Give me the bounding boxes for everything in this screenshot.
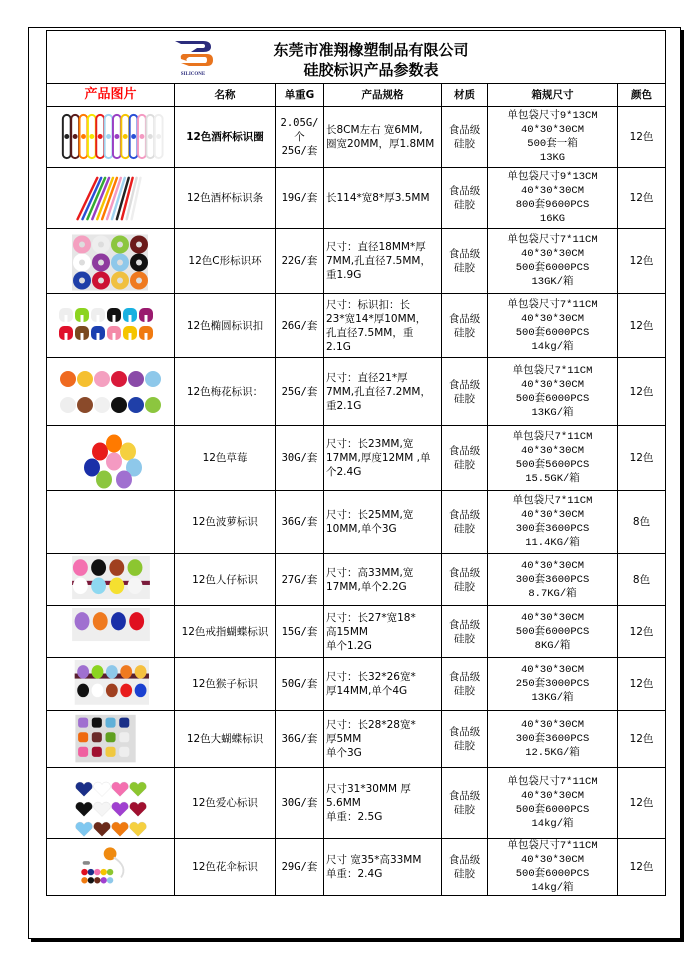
box-line: 40*30*30CM — [520, 559, 584, 572]
product-name: 12色爱心标识 — [175, 768, 276, 839]
box-line: 14kg/箱 — [531, 340, 574, 353]
unit-weight — [276, 229, 324, 294]
product-photo-icon — [52, 170, 170, 227]
product-image-cell — [47, 768, 175, 839]
box-line: 单包袋尺7*11CM — [512, 495, 593, 507]
box-line: 40*30*30CM — [520, 248, 584, 260]
col-header-color: 颜色 — [618, 84, 666, 107]
spec-line: 尺寸：长23MM,宽 — [326, 438, 414, 450]
color-count: 8色 — [618, 554, 666, 606]
unit-weight — [276, 426, 324, 491]
material — [442, 491, 488, 554]
table-row — [47, 168, 666, 229]
table-row — [47, 491, 666, 554]
material-line: 食品级 — [448, 671, 481, 683]
spec-line: 孔直径7.5MM，重 — [326, 326, 414, 339]
product-photo-icon — [52, 556, 170, 604]
product-image — [47, 660, 174, 709]
product-image — [47, 231, 174, 292]
product-image — [47, 713, 174, 766]
product-spec — [324, 426, 442, 491]
spec-line: 尺寸：直径18MM*厚 — [326, 241, 426, 253]
material-line: 食品级 — [448, 378, 481, 391]
product-image — [47, 608, 174, 656]
spec-line: 重2.1G — [326, 399, 362, 412]
material — [442, 554, 488, 606]
title-cell — [47, 31, 666, 84]
product-name: 12色戒指蝴蝶标识 — [175, 606, 276, 658]
box-line: 40*30*30CM — [520, 312, 584, 325]
material-line: 食品级 — [448, 248, 481, 260]
col-header-spec: 产品规格 — [324, 84, 442, 107]
weight-line: 个 — [294, 131, 305, 143]
product-image-cell — [47, 711, 175, 768]
product-name: 12色C形标识环 — [175, 229, 276, 294]
color-count: 12色 — [618, 426, 666, 491]
material-line: 硅胶 — [454, 740, 475, 752]
product-image — [47, 841, 174, 894]
material-line: 硅胶 — [454, 326, 475, 339]
spec-line: 尺寸 宽35*高33MM — [326, 854, 422, 866]
carton-size — [488, 606, 618, 658]
material — [442, 426, 488, 491]
box-line: 40*30*30CM — [520, 124, 584, 136]
material-line: 硅胶 — [454, 138, 475, 150]
spec-line: 单个1.2G — [326, 639, 372, 652]
box-line: 13KG — [539, 152, 566, 164]
svg-text:SILICONE: SILICONE — [180, 72, 206, 77]
title-row — [47, 31, 666, 84]
box-line: 单包袋尺寸7*11CM — [507, 840, 598, 852]
box-line: 40*30*30CM — [520, 719, 584, 731]
material-line: 硅胶 — [454, 804, 475, 816]
table-row — [47, 426, 666, 491]
box-line: 40*30*30CM — [520, 509, 584, 521]
table-body — [47, 107, 666, 896]
weight-line: 19G/套 — [281, 192, 318, 204]
carton-size — [488, 554, 618, 606]
spec-line: 圈宽20MM，厚1.8MM — [326, 138, 435, 150]
col-header-material: 材质 — [442, 84, 488, 107]
carton-size — [488, 107, 618, 168]
material-line: 硅胶 — [454, 262, 475, 274]
product-name: 12色椭圆标识扣 — [175, 294, 276, 358]
spec-line: 23*宽14*厚10MM， — [326, 312, 427, 325]
table-row — [47, 358, 666, 426]
product-spec-table — [46, 30, 666, 896]
carton-size — [488, 839, 618, 896]
color-count: 12色 — [618, 768, 666, 839]
material-line: 食品级 — [448, 566, 481, 579]
box-line: 500套一箱 — [527, 138, 578, 150]
product-spec — [324, 107, 442, 168]
product-spec — [324, 711, 442, 768]
material-line: 食品级 — [448, 185, 481, 197]
material-line: 食品级 — [448, 124, 481, 136]
weight-line: 26G/套 — [281, 319, 318, 332]
table-row — [47, 606, 666, 658]
color-count: 12色 — [618, 839, 666, 896]
product-image — [47, 770, 174, 837]
unit-weight — [276, 554, 324, 606]
carton-size — [488, 229, 618, 294]
product-image-cell — [47, 839, 175, 896]
carton-size — [488, 426, 618, 491]
color-count: 12色 — [618, 358, 666, 426]
product-image-cell — [47, 229, 175, 294]
product-image — [47, 556, 174, 604]
weight-line: 30G/套 — [281, 797, 318, 809]
unit-weight — [276, 107, 324, 168]
color-count: 12色 — [618, 294, 666, 358]
spec-line: 10MM,单个3G — [326, 523, 397, 535]
box-line: 40*30*30CM — [520, 445, 584, 457]
box-line: 13KG/箱 — [531, 406, 574, 419]
product-image-cell — [47, 491, 175, 554]
unit-weight — [276, 768, 324, 839]
weight-line: 27G/套 — [281, 573, 318, 586]
product-photo-icon — [52, 493, 170, 552]
spec-line: 5.6MM — [326, 797, 361, 809]
material-line: 硅胶 — [454, 868, 475, 880]
product-photo-icon — [52, 231, 170, 292]
product-photo-icon — [52, 770, 170, 837]
spec-line: 尺寸：长32*26宽* — [326, 671, 416, 683]
product-name: 12色人仔标识 — [175, 554, 276, 606]
product-name: 12色大蝴蝶标识 — [175, 711, 276, 768]
product-spec — [324, 229, 442, 294]
box-line: 12.5KG/箱 — [525, 747, 580, 759]
product-image-cell — [47, 358, 175, 426]
product-image-cell — [47, 294, 175, 358]
box-line: 单包袋尺7*11CM — [512, 431, 593, 443]
product-image-cell — [47, 168, 175, 229]
product-spec — [324, 168, 442, 229]
box-line: 800套9600PCS — [515, 199, 590, 211]
box-line: 单包袋尺寸9*13CM — [507, 171, 598, 183]
box-line: 300套3600PCS — [515, 523, 590, 535]
box-line: 40*30*30CM — [520, 378, 584, 391]
box-line: 500套6000PCS — [515, 868, 590, 880]
box-line: 8KG/箱 — [534, 639, 571, 652]
material — [442, 768, 488, 839]
material-line: 硅胶 — [454, 459, 475, 471]
box-line: 40*30*30CM — [520, 854, 584, 866]
weight-line: 29G/套 — [281, 861, 318, 873]
material — [442, 711, 488, 768]
material — [442, 168, 488, 229]
unit-weight — [276, 358, 324, 426]
product-spec — [324, 839, 442, 896]
spec-line: 厚5MM — [326, 733, 362, 745]
material-line: 食品级 — [448, 445, 481, 457]
spec-line: 尺寸：直径21*厚 — [326, 371, 408, 384]
carton-size — [488, 294, 618, 358]
spec-line: 尺寸：高33MM,宽 — [326, 566, 414, 579]
spec-line: 尺寸：长25MM,宽 — [326, 509, 414, 521]
product-photo-icon — [52, 660, 170, 709]
product-image-cell — [47, 554, 175, 606]
material-line: 硅胶 — [454, 580, 475, 593]
box-line: 40*30*30CM — [520, 664, 584, 676]
material — [442, 839, 488, 896]
material-line: 硅胶 — [454, 523, 475, 535]
spec-line: 厚14MM,单个4G — [326, 685, 408, 697]
product-name: 12色波萝标识 — [175, 491, 276, 554]
weight-line: 30G/套 — [281, 452, 318, 464]
weight-line: 22G/套 — [281, 255, 318, 267]
box-line: 14kg/箱 — [531, 882, 574, 894]
spec-line: 个2.4G — [326, 466, 362, 478]
spec-line: 单重：2.5G — [326, 811, 383, 823]
unit-weight — [276, 839, 324, 896]
material-line: 食品级 — [448, 790, 481, 802]
material-line: 食品级 — [448, 312, 481, 325]
material-line: 食品级 — [448, 618, 481, 631]
spec-line: 17MM,单个2.2G — [326, 580, 407, 593]
color-count: 8色 — [618, 491, 666, 554]
spec-line: 长8CM左右 宽6MM, — [326, 124, 423, 136]
table-row — [47, 768, 666, 839]
weight-line: 2.05G/ — [280, 117, 319, 129]
product-name: 12色猴子标识 — [175, 658, 276, 711]
color-count: 12色 — [618, 606, 666, 658]
table-row — [47, 229, 666, 294]
unit-weight — [276, 294, 324, 358]
box-line: 13GK/箱 — [531, 276, 574, 288]
table-row — [47, 554, 666, 606]
carton-size — [488, 658, 618, 711]
product-image-cell — [47, 426, 175, 491]
weight-line: 36G/套 — [281, 733, 318, 745]
spec-line: 2.1G — [326, 340, 351, 353]
material-line: 硅胶 — [454, 392, 475, 405]
weight-line: 36G/套 — [281, 516, 318, 528]
product-image — [47, 170, 174, 227]
box-line: 500套6000PCS — [515, 326, 590, 339]
spec-line: 尺寸：长28*28宽* — [326, 719, 416, 731]
box-line: 11.4KG/箱 — [525, 537, 580, 549]
spec-line: 尺寸31*30MM 厚 — [326, 783, 411, 795]
carton-size — [488, 168, 618, 229]
carton-size — [488, 711, 618, 768]
spec-line: 7MM,孔直径7.5MM， — [326, 255, 431, 267]
material — [442, 229, 488, 294]
box-line: 单包袋尺寸7*11CM — [507, 298, 598, 311]
product-name: 12色花伞标识 — [175, 839, 276, 896]
spec-line: 单个3G — [326, 747, 362, 759]
weight-line: 15G/套 — [281, 625, 318, 638]
material — [442, 358, 488, 426]
spec-line: 长114*宽8*厚3.5MM — [326, 192, 430, 204]
material — [442, 606, 488, 658]
weight-line: 25G/套 — [281, 385, 318, 398]
unit-weight — [276, 168, 324, 229]
box-line: 16KG — [539, 213, 566, 225]
unit-weight — [276, 491, 324, 554]
material — [442, 294, 488, 358]
weight-line: 25G/套 — [281, 145, 318, 157]
company-name: 东莞市准翔橡塑制品有限公司 — [273, 40, 469, 59]
col-header-name: 名称 — [175, 84, 276, 107]
spec-line: 7MM,孔直径7.2MM， — [326, 385, 431, 398]
product-photo-icon — [52, 109, 170, 166]
material-line: 硅胶 — [454, 685, 475, 697]
table-row — [47, 839, 666, 896]
col-header-image: 产品图片 — [47, 84, 175, 107]
box-line: 300套3600PCS — [515, 573, 590, 586]
product-image-cell — [47, 606, 175, 658]
box-line: 单包袋尺寸7*11CM — [507, 776, 598, 788]
carton-size — [488, 491, 618, 554]
box-line: 300套3600PCS — [515, 733, 590, 745]
product-spec — [324, 554, 442, 606]
product-image — [47, 296, 174, 356]
spec-line: 尺寸：长27*宽18* — [326, 611, 416, 624]
header-row — [47, 84, 666, 107]
product-name: 12色草莓 — [175, 426, 276, 491]
material-line: 硅胶 — [454, 199, 475, 211]
material-line: 食品级 — [448, 854, 481, 866]
material — [442, 658, 488, 711]
box-line: 500套6000PCS — [515, 625, 590, 638]
document-title: 硅胶标识产品参数表 — [303, 60, 439, 79]
table-row — [47, 711, 666, 768]
table-row — [47, 658, 666, 711]
col-header-weight: 单重G — [276, 84, 324, 107]
box-line: 40*30*30CM — [520, 185, 584, 197]
material-line: 硅胶 — [454, 632, 475, 645]
product-image-cell — [47, 658, 175, 711]
box-line: 500套5600PCS — [515, 459, 590, 471]
product-photo-icon — [52, 360, 170, 424]
box-line: 单包袋尺寸7*11CM — [507, 234, 598, 246]
box-line: 13KG/箱 — [531, 692, 574, 704]
product-spec — [324, 491, 442, 554]
box-line: 500套6000PCS — [515, 804, 590, 816]
spec-line: 高15MM — [326, 625, 368, 638]
carton-size — [488, 358, 618, 426]
product-photo-icon — [52, 841, 170, 894]
product-photo-icon — [52, 296, 170, 356]
box-line: 单包袋尺寸9*13CM — [507, 110, 598, 122]
product-photo-icon — [52, 713, 170, 766]
unit-weight — [276, 606, 324, 658]
product-name: 12色酒杯标识条 — [175, 168, 276, 229]
product-photo-icon — [52, 428, 170, 489]
box-line: 8.7KG/箱 — [528, 587, 577, 600]
spec-line: 17MM,厚度12MM ,单 — [326, 452, 431, 464]
box-line: 14kg/箱 — [531, 818, 574, 830]
box-line: 40*30*30CM — [520, 611, 584, 624]
box-line: 单包袋尺7*11CM — [512, 364, 593, 377]
product-image — [47, 109, 174, 166]
box-line: 40*30*30CM — [520, 790, 584, 802]
material-line: 食品级 — [448, 509, 481, 521]
unit-weight — [276, 711, 324, 768]
material — [442, 107, 488, 168]
product-spec — [324, 658, 442, 711]
box-line: 15.5GK/箱 — [525, 473, 580, 485]
product-image — [47, 360, 174, 424]
color-count: 12色 — [618, 711, 666, 768]
product-spec — [324, 294, 442, 358]
product-name: 12色酒杯标识圈 — [175, 107, 276, 168]
product-spec — [324, 358, 442, 426]
color-count: 12色 — [618, 107, 666, 168]
color-count: 12色 — [618, 168, 666, 229]
weight-line: 50G/套 — [281, 678, 318, 690]
product-spec — [324, 606, 442, 658]
box-line: 500套6000PCS — [515, 262, 590, 274]
carton-size — [488, 768, 618, 839]
spec-line: 重1.9G — [326, 269, 362, 281]
table-row — [47, 294, 666, 358]
product-image — [47, 493, 174, 552]
col-header-box: 箱规尺寸 — [488, 84, 618, 107]
product-name: 12色梅花标识： — [175, 358, 276, 426]
color-count: 12色 — [618, 658, 666, 711]
color-count: 12色 — [618, 229, 666, 294]
product-spec — [324, 768, 442, 839]
table-row — [47, 107, 666, 168]
material-line: 食品级 — [448, 726, 481, 738]
company-logo-icon — [167, 37, 219, 77]
spec-line: 单重：2.4G — [326, 868, 383, 880]
product-image-cell — [47, 107, 175, 168]
box-line: 500套6000PCS — [515, 392, 590, 405]
box-line: 250套3000PCS — [515, 678, 590, 690]
unit-weight — [276, 658, 324, 711]
spec-line: 尺寸：标识扣：长 — [326, 298, 410, 311]
product-photo-icon — [52, 608, 170, 656]
product-image — [47, 428, 174, 489]
